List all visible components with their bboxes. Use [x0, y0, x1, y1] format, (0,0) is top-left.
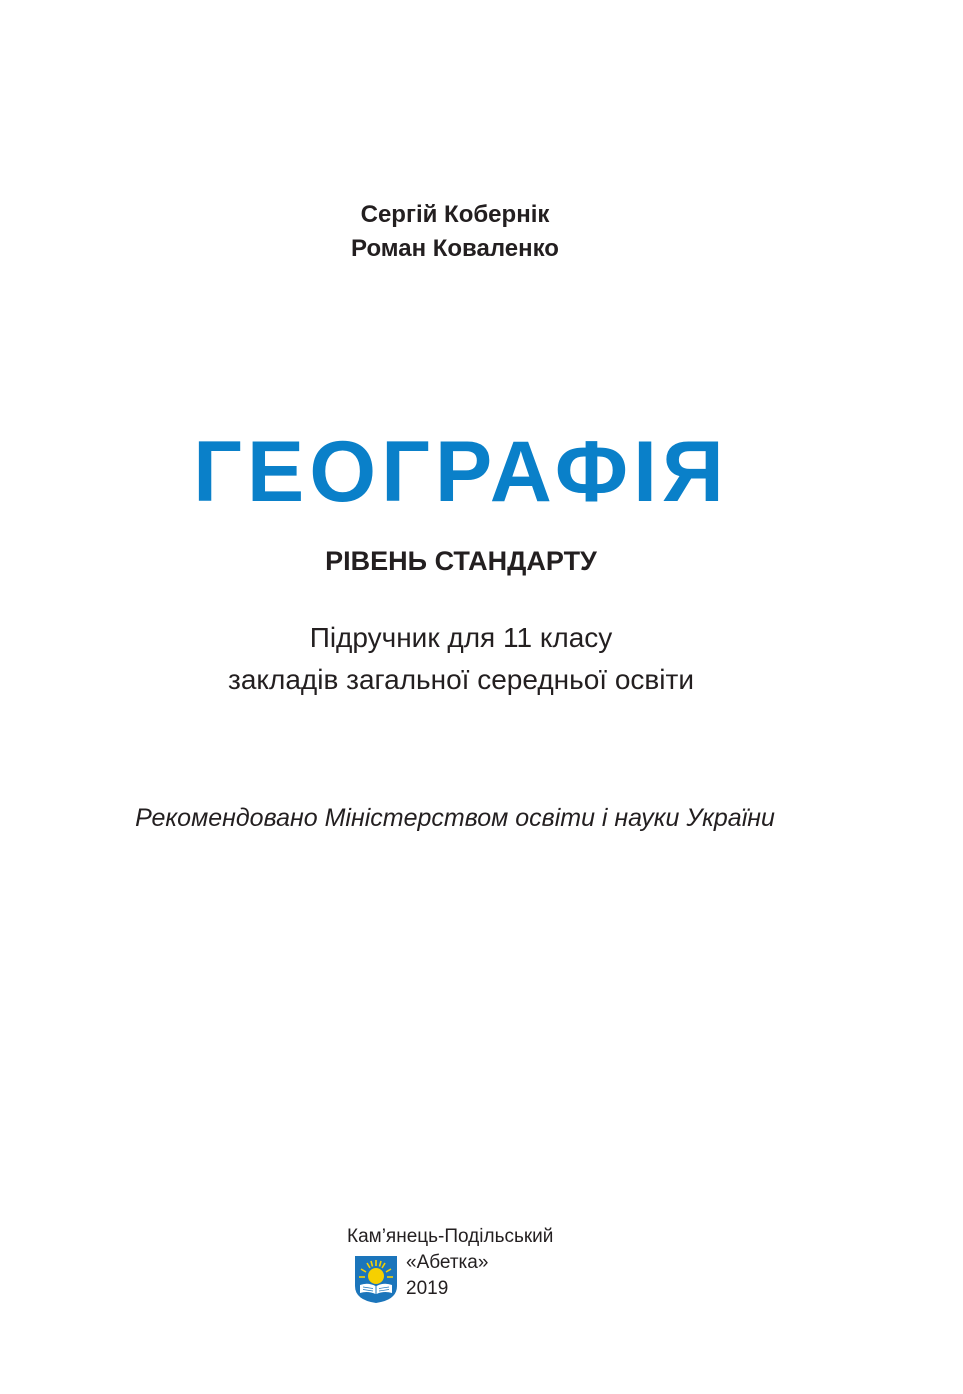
subtitle-line: Підручник для 11 класу: [309, 622, 613, 653]
author-name: Роман Коваленко: [351, 235, 559, 262]
book-level: РІВЕНЬ СТАНДАРТУ: [325, 546, 597, 576]
sun-book-shield-icon: [353, 1254, 399, 1304]
author-name: Сергій Кобернік: [360, 201, 550, 228]
subtitle-line: закладів загальної середньої освіти: [228, 664, 694, 695]
publisher-name: «Абетка»: [406, 1252, 489, 1273]
publisher-block: [347, 1224, 627, 1314]
book-title: ГЕОГРАФІЯ: [193, 424, 729, 520]
publication-year: 2019: [406, 1278, 449, 1299]
ministry-recommendation: Рекомендовано Міністерством освіти і науки України: [135, 804, 775, 832]
publisher-city: Кам’янець-Подільський: [347, 1226, 554, 1247]
book-subtitle: [0, 617, 922, 701]
authors-block: [0, 198, 910, 266]
